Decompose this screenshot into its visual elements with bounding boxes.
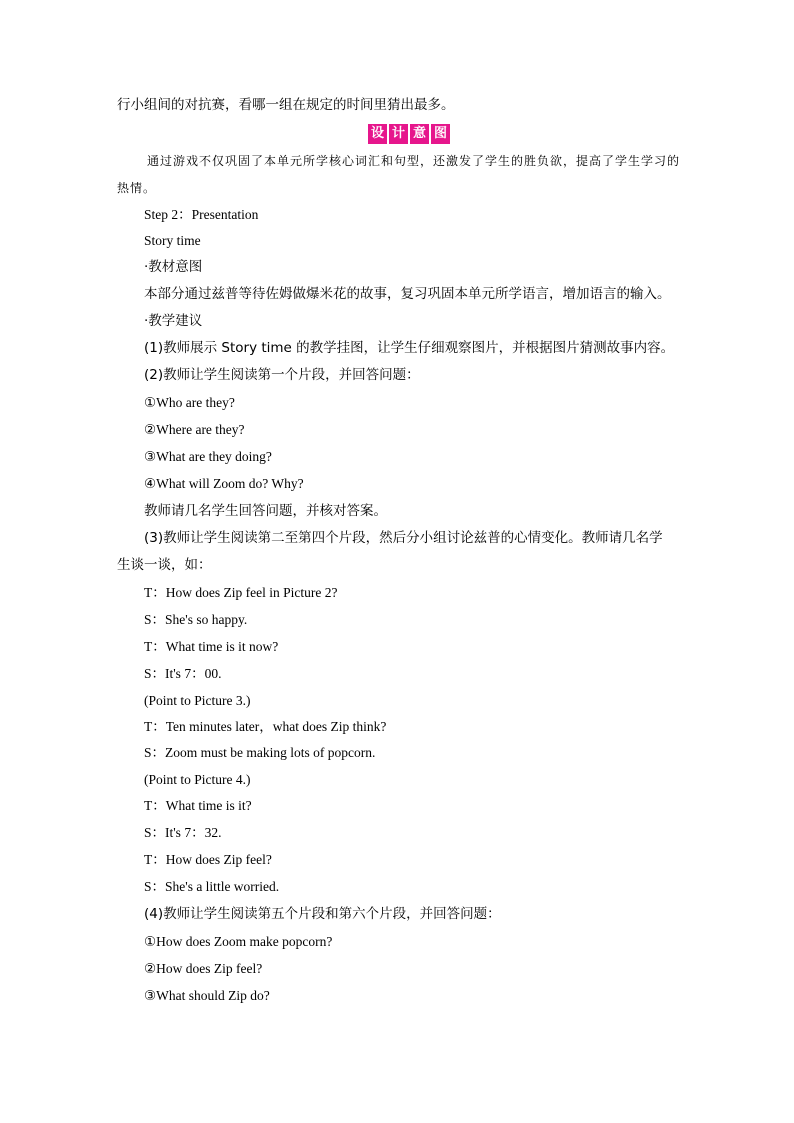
banner-char: 设 xyxy=(368,124,387,144)
suggestion-item-2: (2)教师让学生阅读第一个片段，并回答问题： xyxy=(144,367,420,383)
question-4: ④What will Zoom do? Why? xyxy=(144,476,304,491)
design-intent-banner xyxy=(368,124,450,144)
question-2: ②Where are they? xyxy=(144,422,245,437)
dialog-line: T：Ten minutes later，what does Zip think? xyxy=(144,719,387,734)
dialog-line: T：How does Zip feel? xyxy=(144,852,272,867)
story-time-heading: Story time xyxy=(144,233,201,248)
dialog-line: S：It's 7：00. xyxy=(144,666,222,681)
suggestion-item-3-continued: 生谈一谈，如： xyxy=(117,557,212,573)
dialog-line: T：What time is it now? xyxy=(144,639,279,654)
suggestion-item-4: (4)教师让学生阅读第五个片段和第六个片段，并回答问题： xyxy=(144,906,501,922)
suggestion-item-3: (3)教师让学生阅读第二至第四个片段，然后分小组讨论兹普的心情变化。教师请几名学 xyxy=(144,530,663,546)
question-5: ①How does Zoom make popcorn? xyxy=(144,934,333,949)
material-heading: ·教材意图 xyxy=(144,259,203,275)
question-3: ③What are they doing? xyxy=(144,449,272,464)
banner-char: 计 xyxy=(389,124,408,144)
dialog-line: T：What time is it? xyxy=(144,798,252,813)
banner-char: 图 xyxy=(431,124,450,144)
check-answers: 教师请几名学生回答问题，并核对答案。 xyxy=(144,503,387,519)
question-6: ②How does Zip feel? xyxy=(144,961,263,976)
suggestion-heading: ·教学建议 xyxy=(144,313,203,329)
dialog-line: T：How does Zip feel in Picture 2? xyxy=(144,585,338,600)
dialog-line: S：She's so happy. xyxy=(144,612,248,627)
dialog-line: (Point to Picture 4.) xyxy=(144,772,251,787)
dialog-line: S：It's 7：32. xyxy=(144,825,222,840)
material-text: 本部分通过兹普等待佐姆做爆米花的故事，复习巩固本单元所学语言，增加语言的输入。 xyxy=(144,286,671,302)
dialog-line: S：Zoom must be making lots of popcorn. xyxy=(144,745,376,760)
question-1: ①Who are they? xyxy=(144,395,235,410)
paragraph-continuation: 行小组间的对抗赛，看哪一组在规定的时间里猜出最多。 xyxy=(117,97,455,113)
dialog-line: S：She's a little worried. xyxy=(144,879,280,894)
question-7: ③What should Zip do? xyxy=(144,988,270,1003)
design-note: 通过游戏不仅巩固了本单元所学核心词汇和句型，还激发了学生的胜负欲，提高了学生学习的热情。 xyxy=(117,154,681,195)
dialog-line: (Point to Picture 3.) xyxy=(144,693,251,708)
suggestion-item-1: (1)教师展示 Story time 的教学挂图，让学生仔细观察图片，并根据图片猜测故事内容。 xyxy=(144,340,675,356)
step-heading: Step 2：Presentation xyxy=(144,207,259,222)
banner-char: 意 xyxy=(410,124,429,144)
